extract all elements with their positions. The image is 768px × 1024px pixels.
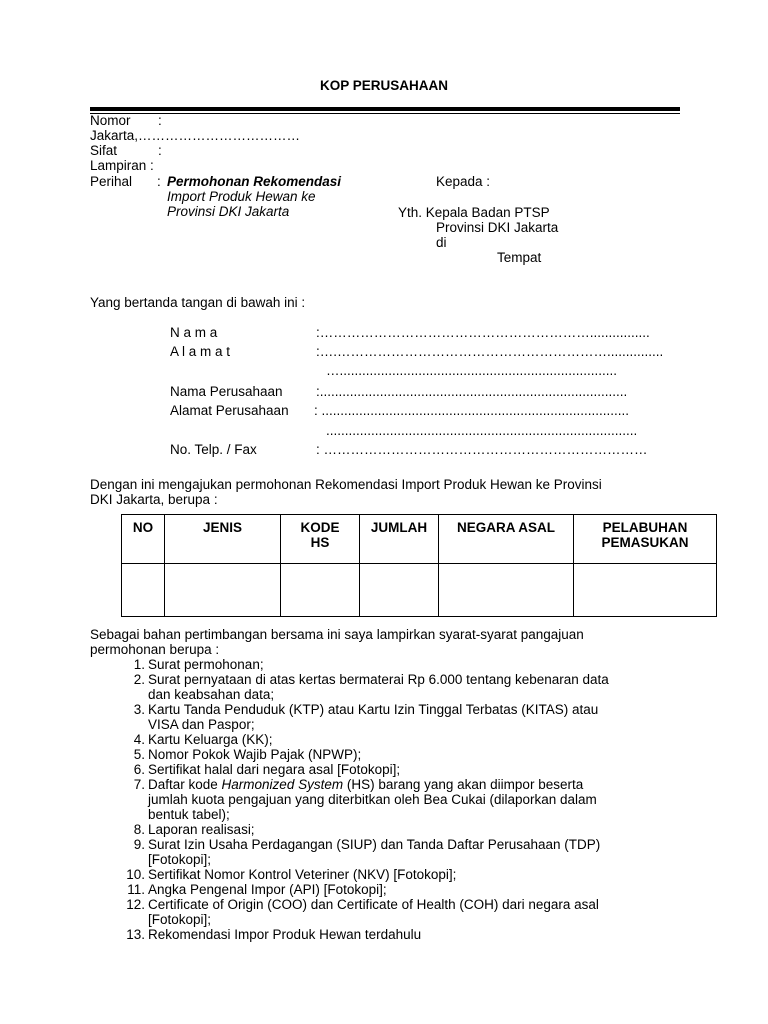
requirement-number: 3. — [133, 702, 145, 717]
col-header-pelabuhan — [574, 515, 717, 564]
requirement-text — [148, 777, 583, 792]
requirement-text: Surat permohonan; — [148, 657, 264, 672]
col-header-jenis: JENIS — [165, 515, 281, 564]
requirement-number: 6. — [133, 762, 145, 777]
table-cell-jumlah[interactable] — [360, 564, 439, 617]
requirement-text: Surat Izin Usaha Perdagangan (SIUP) dan Tanda Daftar Perusahaan (TDP) — [148, 837, 601, 852]
requirement-text: Laporan realisasi; — [148, 822, 255, 837]
nama-value: :……………………………………………………................ — [316, 325, 650, 340]
alamat-perusahaan-value-2: ................................................................................... — [326, 423, 638, 438]
request-line-2: DKI Jakarta, berupa : — [90, 492, 218, 507]
requirement-text: Angka Pengenal Impor (API) [Fotokopi]; — [148, 882, 387, 897]
requirement-text-italic: Harmonized System — [221, 777, 344, 792]
nama-label: N a m a — [170, 325, 218, 340]
request-line-1: Dengan ini mengajukan permohonan Rekomendasi Import Produk Hewan ke Provinsi — [90, 477, 602, 492]
col-header-no: NO — [122, 515, 165, 564]
header-rule-thin — [90, 113, 680, 114]
requirement-number: 13. — [126, 927, 145, 942]
table-cell-no[interactable] — [122, 564, 165, 617]
table-cell-pelabuhan[interactable] — [574, 564, 717, 617]
requirement-text: Sertifikat Nomor Kontrol Veteriner (NKV) [Fotokopi]; — [148, 867, 457, 882]
requirement-text-continuation: jumlah kuota pengajuan yang diterbitkan oleh Bea Cukai (dilaporkan dalam — [148, 792, 597, 807]
requirement-number: 2. — [133, 672, 145, 687]
requirement-number: 8. — [133, 822, 145, 837]
requirements-intro-1: Sebagai bahan pertimbangan bersama ini saya lampirkan syarat-syarat pangajuan — [90, 627, 584, 642]
table-row — [122, 564, 717, 617]
requirement-number: 1. — [133, 657, 145, 672]
requirement-number: 5. — [133, 747, 145, 762]
letterhead-title: KOP PERUSAHAAN — [319, 78, 449, 93]
requirement-text: Sertifikat halal dari negara asal [Fotokopi]; — [148, 762, 401, 777]
requirement-text-part: Daftar kode — [148, 777, 222, 792]
requirement-text-continuation: VISA dan Paspor; — [148, 717, 255, 732]
nama-perusahaan-value: :.................................................................................. — [316, 384, 628, 399]
col-header-pelabuhan-line-1: PELABUHAN — [602, 520, 688, 535]
import-items-table — [121, 514, 717, 617]
requirement-text: Rekomendasi Impor Produk Hewan terdahulu — [148, 927, 422, 942]
nomor-label: Nomor — [90, 113, 131, 128]
requirement-number: 7. — [133, 777, 145, 792]
nama-perusahaan-label: Nama Perusahaan — [170, 384, 283, 399]
intro-text: Yang bertanda tangan di bawah ini : — [90, 295, 306, 310]
alamat-perusahaan-label: Alamat Perusahaan — [170, 403, 289, 418]
recipient-line-2: Provinsi DKI Jakarta — [436, 220, 559, 235]
perihal-line-2: Import Produk Hewan ke — [167, 189, 316, 204]
recipient-line-3: di — [436, 235, 447, 250]
perihal-line-1: Permohonan Rekomendasi — [167, 174, 342, 189]
requirement-text: Surat pernyataan di atas kertas bermaterai Rp 6.000 tentang kebenaran data — [148, 672, 609, 687]
col-header-kode-line-1: KODE — [300, 520, 340, 535]
col-header-kode-line-2: HS — [310, 535, 330, 550]
alamat-value: :….……………………………………………………............... — [316, 344, 664, 359]
nomor-colon: : — [158, 113, 162, 128]
perihal-colon: : — [157, 174, 161, 189]
telp-value: : ……………………………………………………………… — [316, 442, 648, 457]
col-header-jumlah: JUMLAH — [360, 515, 439, 564]
requirement-number: 9. — [133, 837, 145, 852]
requirement-text: Nomor Pokok Wajib Pajak (NPWP); — [148, 747, 362, 762]
requirement-text-continuation: [Fotokopi]; — [148, 912, 212, 927]
table-cell-jenis[interactable] — [165, 564, 281, 617]
recipient-line-4: Tempat — [497, 250, 542, 265]
col-header-pelabuhan-line-2: PEMASUKAN — [601, 535, 689, 550]
col-header-kode-hs — [281, 515, 360, 564]
telp-label: No. Telp. / Fax — [170, 442, 257, 457]
requirement-text-continuation: bentuk tabel); — [148, 807, 230, 822]
table-cell-negara-asal[interactable] — [439, 564, 574, 617]
requirements-intro-2: permohonan berupa : — [90, 642, 220, 657]
table-header-row — [122, 515, 717, 564]
lampiran-label: Lampiran : — [90, 158, 154, 173]
kepada-label: Kepada : — [436, 174, 491, 189]
sifat-label: Sifat — [90, 143, 118, 158]
perihal-label: Perihal — [90, 174, 133, 189]
sifat-colon: : — [158, 143, 162, 158]
alamat-perusahaan-value: : .................................................................................. — [314, 403, 630, 418]
table-cell-kode-hs[interactable] — [281, 564, 360, 617]
requirement-number: 10. — [126, 867, 145, 882]
col-header-negara-asal: NEGARA ASAL — [439, 515, 574, 564]
requirement-text-continuation: dan keabsahan data; — [148, 687, 275, 702]
alamat-value-2: ….......................................................................... — [326, 363, 618, 378]
requirement-text: Kartu Keluarga (KK); — [148, 732, 273, 747]
perihal-line-3: Provinsi DKI Jakarta — [167, 204, 290, 219]
requirement-text: Kartu Tanda Penduduk (KTP) atau Kartu Izin Tinggal Terbatas (KITAS) atau — [148, 702, 599, 717]
recipient-line-1: Yth. Kepala Badan PTSP — [398, 205, 550, 220]
requirement-number: 11. — [127, 882, 145, 897]
requirement-text-continuation: [Fotokopi]; — [148, 852, 212, 867]
requirement-text: Certificate of Origin (COO) dan Certificate of Health (COH) dari negara asal — [148, 897, 599, 912]
header-rule-thick — [90, 107, 680, 111]
requirement-number: 4. — [133, 732, 145, 747]
requirement-number: 12. — [126, 897, 145, 912]
requirement-text-part: (HS) barang yang akan diimpor beserta — [343, 777, 584, 792]
jakarta-date-line: Jakarta,……………………………… — [90, 128, 301, 143]
alamat-label: A l a m a t — [170, 344, 231, 359]
